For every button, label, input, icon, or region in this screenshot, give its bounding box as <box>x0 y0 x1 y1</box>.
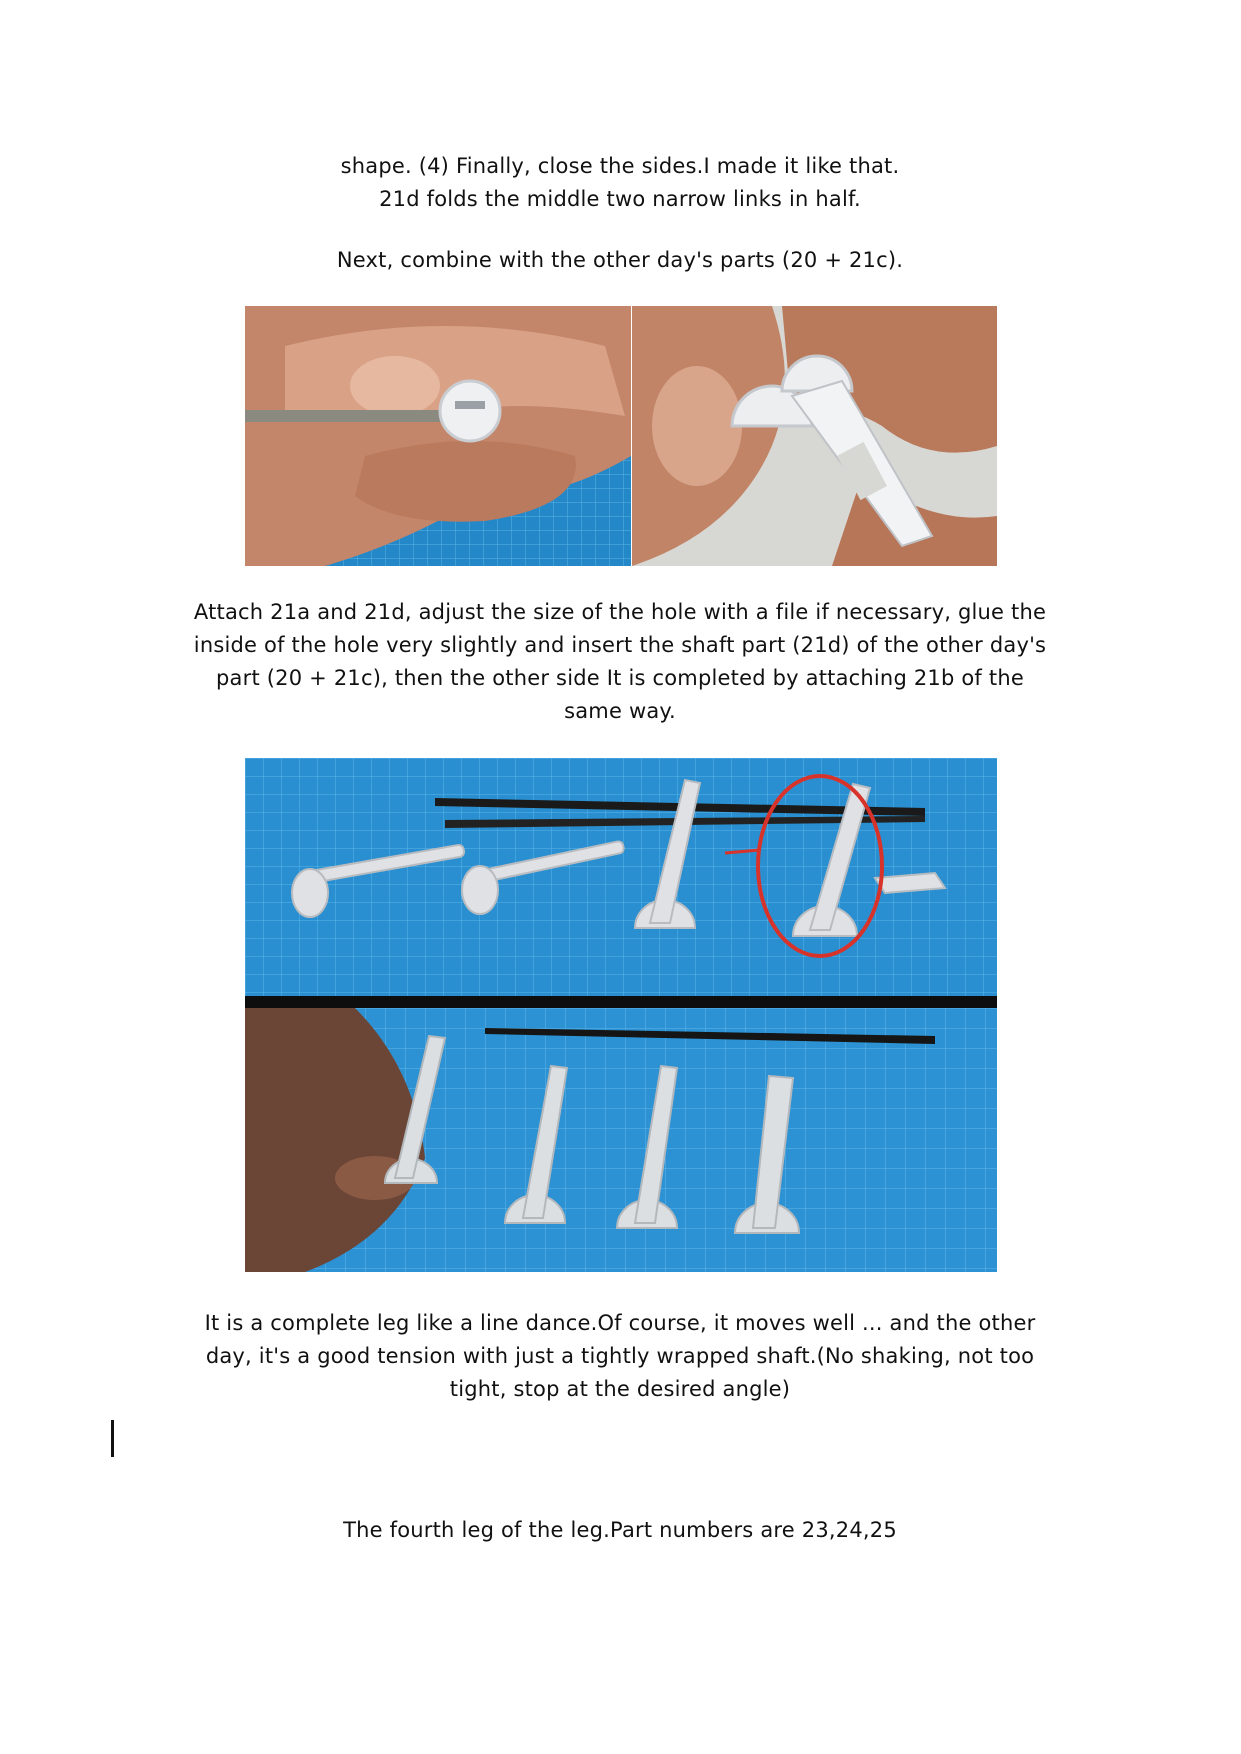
next-step-text: Next, combine with the other day's parts (20 + 21c). <box>336 248 904 272</box>
next-step-paragraph <box>190 244 1050 277</box>
text-cursor <box>111 1420 114 1457</box>
intro-line-1: shape. (4) Finally, close the sides.I made it like that. <box>340 154 900 178</box>
complete-paragraph <box>190 1307 1050 1406</box>
intro-line-2: 21d folds the middle two narrow links in half. <box>379 187 861 211</box>
attach-paragraph <box>190 596 1050 728</box>
photo-filing-hole <box>245 306 631 566</box>
intro-paragraph <box>190 150 1050 216</box>
photo-completed-legs <box>245 996 997 1272</box>
photo-inserting-shaft <box>632 306 997 566</box>
attach-text: Attach 21a and 21d, adjust the size of the hole with a file if necessary, glue the inside of the hole very slightly and insert the shaft part (21d) of the other day's part (20 + 21c), then the other side It is completed by attaching 21b of the same way. <box>193 600 1047 723</box>
fourth-leg-paragraph <box>190 1514 1050 1547</box>
photo-assembled-parts <box>245 758 997 996</box>
complete-text: It is a complete leg like a line dance.Of course, it moves well ... and the other day, it's a good tension with just a tightly wrapped shaft.(No shaking, not too tight, stop at the desired angle) <box>204 1311 1036 1401</box>
fourth-leg-text: The fourth leg of the leg.Part numbers are 23,24,25 <box>343 1518 897 1542</box>
